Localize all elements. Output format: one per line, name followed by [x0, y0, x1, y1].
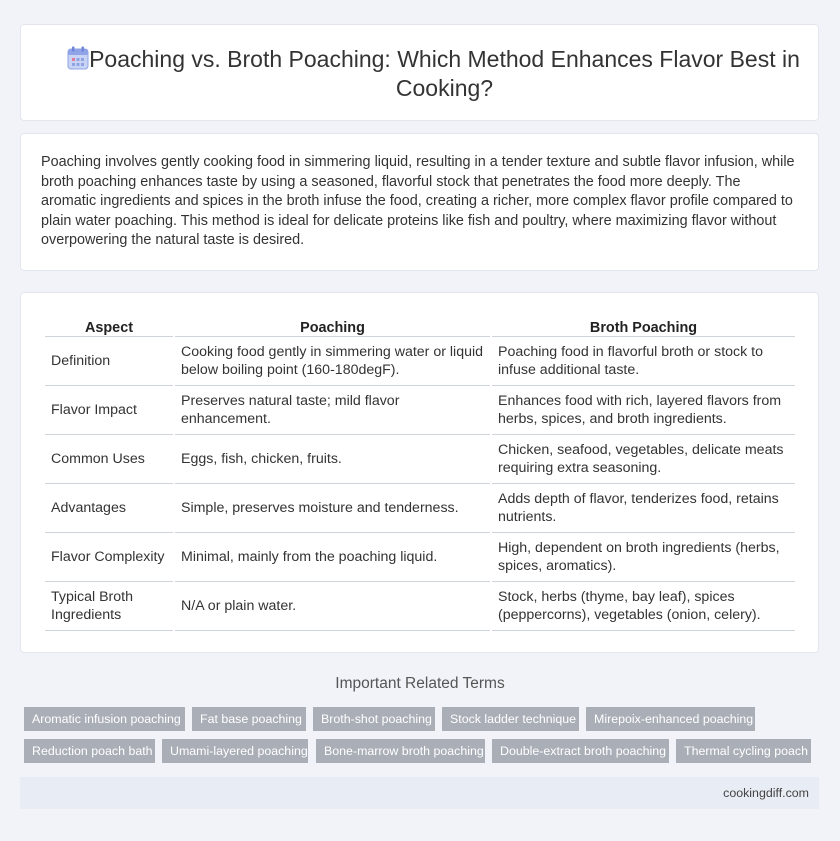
tag-broth-shot-poaching[interactable]: Broth-shot poaching: [313, 707, 435, 731]
table-cell: Simple, preserves moisture and tenderness.: [175, 484, 490, 533]
comparison-card: [20, 292, 819, 653]
table-cell: Preserves natural taste; mild flavor enhancement.: [175, 386, 490, 435]
header-aspect: Aspect: [45, 312, 173, 337]
page-title: Poaching vs. Broth Poaching: Which Method Enhances Flavor Best in Cooking?: [89, 46, 800, 101]
table-row: [45, 533, 795, 582]
table-cell: N/A or plain water.: [175, 582, 490, 631]
tag-fat-base-poaching[interactable]: Fat base poaching: [192, 707, 306, 731]
footer-site-link[interactable]: cookingdiff.com: [723, 786, 809, 800]
table-cell: Common Uses: [45, 435, 173, 484]
table-row: [45, 582, 795, 631]
footer: [20, 777, 819, 809]
table-cell: Adds depth of flavor, tenderizes food, retains nutrients.: [492, 484, 795, 533]
tag-umami-layered-poaching[interactable]: Umami-layered poaching: [162, 739, 308, 763]
table-cell: Chicken, seafood, vegetables, delicate meats requiring extra seasoning.: [492, 435, 795, 484]
table-cell: Poaching food in flavorful broth or stock to infuse additional taste.: [492, 337, 795, 386]
tag-aromatic-infusion-poaching[interactable]: Aromatic infusion poaching: [24, 707, 185, 731]
header-card: [20, 24, 819, 121]
table-cell: Advantages: [45, 484, 173, 533]
tag-reduction-poach-bath[interactable]: Reduction poach bath: [24, 739, 155, 763]
intro-paragraph: Poaching involves gently cooking food in simmering liquid, resulting in a tender texture and subtle flavor infusion, while broth poaching enhances taste by using a seasoned, flavorful stock that penetrates the food more deeply. The aromatic ingredients and spices in the broth infuse the food, creating a richer, more complex flavor profile compared to plain water poaching. This method is ideal for delicate proteins like fish and poultry, where maximizing flavor without overpowering the natural taste is desired.: [41, 154, 795, 249]
tag-thermal-cycling-poach[interactable]: Thermal cycling poach: [676, 739, 811, 763]
tag-stock-ladder-technique[interactable]: Stock ladder technique: [442, 707, 579, 731]
table-cell: Eggs, fish, chicken, fruits.: [175, 435, 490, 484]
table-cell: Stock, herbs (thyme, bay leaf), spices (peppercorns), vegetables (onion, celery).: [492, 582, 795, 631]
comparison-table: [43, 312, 797, 631]
table-row: [45, 435, 795, 484]
related-terms-title: Important Related Terms: [335, 675, 505, 692]
table-row: [45, 484, 795, 533]
table-cell: Minimal, mainly from the poaching liquid.: [175, 533, 490, 582]
intro-card: [20, 133, 819, 271]
table-cell: Flavor Impact: [45, 386, 173, 435]
tag-bone-marrow-broth-poaching[interactable]: Bone-marrow broth poaching: [316, 739, 485, 763]
table-cell: Cooking food gently in simmering water or liquid below boiling point (160-180degF).: [175, 337, 490, 386]
table-cell: Enhances food with rich, layered flavors from herbs, spices, and broth ingredients.: [492, 386, 795, 435]
table-header-row: [45, 312, 795, 337]
tag-mirepoix-enhanced-poaching[interactable]: Mirepoix-enhanced poaching: [586, 707, 755, 731]
table-cell: High, dependent on broth ingredients (herbs, spices, aromatics).: [492, 533, 795, 582]
table-cell: Definition: [45, 337, 173, 386]
header-poaching: Poaching: [175, 312, 490, 337]
tag-double-extract-broth-poaching[interactable]: Double-extract broth poaching: [492, 739, 669, 763]
header-broth-poaching: Broth Poaching: [492, 312, 795, 337]
table-row: [45, 337, 795, 386]
table-row: [45, 386, 795, 435]
table-cell: Typical Broth Ingredients: [45, 582, 173, 631]
table-cell: Flavor Complexity: [45, 533, 173, 582]
